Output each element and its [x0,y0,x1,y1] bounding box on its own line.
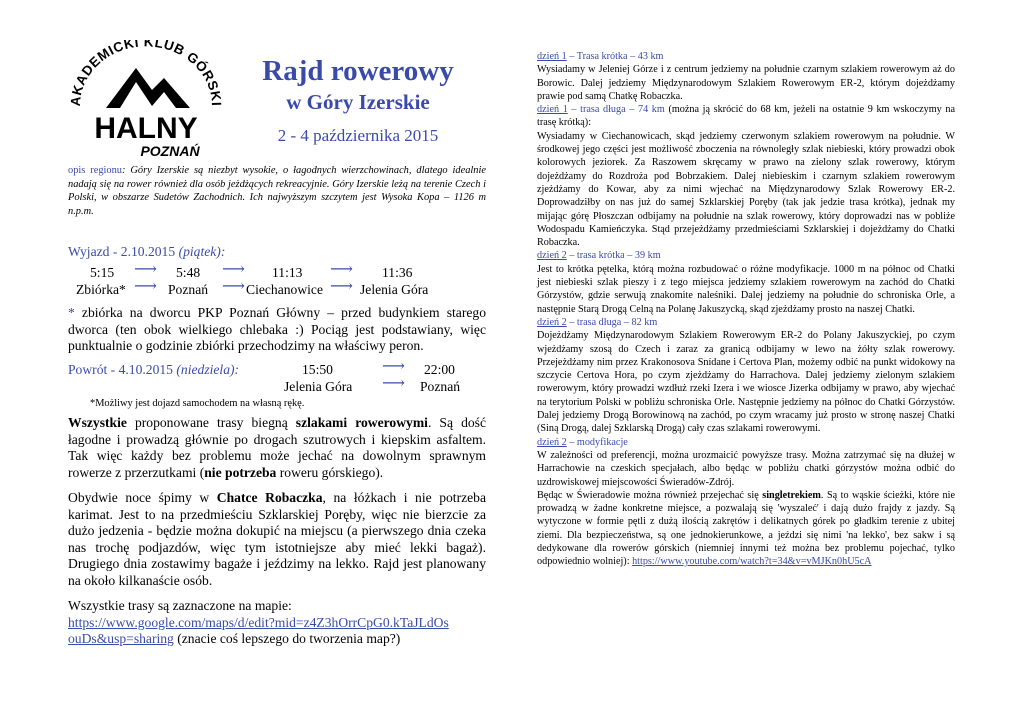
page-subtitle: w Góry Izerskie [286,90,430,114]
car-note: *Możliwy jest dojazd samochodem na własną rękę. [90,398,305,409]
return-time: 22:00 [424,362,455,377]
map-text: Wszystkie trasy są zaznaczone na mapie: [68,598,292,613]
routes-bold-2: szlakami rowerowymi [295,415,428,430]
route-title: – trasa długa – 74 km [567,104,665,116]
day2-long-heading [537,316,955,329]
departure-schedule [68,261,488,299]
map-paragraph [68,598,486,648]
route-descriptions [537,50,955,569]
title-block [248,54,468,156]
departure-heading [68,244,486,261]
arrow-icon: ⟶ [330,261,353,278]
accommodation-paragraph [68,490,486,590]
modifications-heading [537,436,955,449]
mountains-icon [106,68,190,108]
meeting-point-text: zbiórka na dworcu PKP Poznań Główny – przed budynkiem starego dworca (ten obok wielkiego chlebaka :) Pociąg jest podstawiany, więc punktualnie o godzinie zbiórki przechodzimy na właściwy peron. [68,305,486,354]
departure-time: 5:15 [90,265,115,280]
day-label: dzień 2 [537,316,567,328]
singletrack-text [537,489,955,569]
singletrack-text-1: Będąc w Świeradowie można również przejechać się [537,489,763,501]
return-place: Poznań [420,379,461,394]
departure-label: Wyjazd [68,244,110,259]
meeting-point-note [68,305,486,355]
arrow-icon: ⟶ [382,375,405,392]
return-place: Jelenia Góra [284,379,353,394]
arrow-icon: ⟶ [382,358,405,375]
return-label: Powrót [68,362,108,377]
map-link-part-2: ouDs&usp=sharing [68,631,174,647]
route-title: – modyfikacje [566,436,628,448]
day1-short-heading [537,50,955,63]
departure-place: Zbiórka* [76,282,126,297]
singletrack-bold: singletrekiem [762,489,821,501]
routes-text-1: proponowane trasy biegną [126,415,296,430]
logo-arc-text: AKADEMICKI KLUB GÓRSKI [67,40,225,107]
arrow-icon: ⟶ [222,261,245,278]
routes-bold-3: nie potrzeba [204,464,277,480]
return-day: (niedziela): [176,362,240,377]
routes-text-3: roweru górskiego). [276,464,384,480]
modifications-text: W zależności od preferencji, można urozmaicić powyższe trasy. Można zatrzymać się na dłużej w Harrachowie na czeskich specjałach, albo będąc w pobliżu chatki górzystów można odbić do uzdrowiskowej miejscowości Świeradów-Zdrój. [537,449,955,488]
arrow-icon: ⟶ [330,278,353,295]
routes-text-2: . Są dość łagodne i prowadzą głównie po drogach szutrowych i kiepskim asfaltem. Tak więc każdy bez problemu może jechać na dowolnym sprawnym rowerze z przerzutkami ( [68,415,486,480]
asterisk: * [68,305,75,320]
departure-time: 11:13 [272,265,303,280]
singletrack-text-2: . Są to wąskie ścieżki, które nie prowadzą w żadne konkretne miejsce, a pozwalają się 'wyszaleć' i dają dużo frajdy z jazdy. Są wytyczone w formie pętli z dużą ilością zakrętów i delikatnych górek po gładkim terenie z ubitej ziemi. Dla bezpieczeństwa, są one jednokierunkowe, a jeździ się nimi 'na lekko', bez sakw i są dedykowane dla rowerów górskich (niemniej innymi też można bez problemu pojechać, tylko odpowiednio wolniej): [537,489,955,568]
departure-time: 11:36 [382,265,413,280]
departure-place: Poznań [168,282,209,297]
map-link-part-1: https://www.google.com/maps/d/edit?mid=z4Z3hOrrCpG0.kTaJLdOs [68,614,449,630]
day2-short-text: Jest to krótka pętelka, którą można rozbudować o różne modyfikacje. 1000 m na północ od Chatki jest niebieski szlak pieszy i z tego miejsca jedziemy szlakiem rowerowym na zachód do Chatki Górzystów, gdzie serwują znakomite naleśniki. Dalej jedziemy na południe do schroniska Orle, a następnie Starą Drogą Celną na Polanę Jakuszycką, skąd zjeżdżamy prosto na naszej Chatki. [537,263,955,315]
day-label: dzień 2 [537,250,567,262]
accommodation-text-1: Obydwie noce śpimy w [68,490,217,505]
event-date: 2 - 4 października 2015 [277,126,439,145]
departure-place: Ciechanowice [246,282,323,297]
day1-short-text: Wysiadamy w Jeleniej Górze i z centrum jedziemy na południe czarnym szlakiem rowerowym aż do Borowic. Dalej jedziemy Międzynarodowym Szlakiem Rowerowym ER-2, którym dojeżdżamy prawie pod samą Chatkę Robaczka. [537,64,955,102]
logo-city: POZNAŃ [140,143,200,159]
day1-long-text: Wysiadamy w Ciechanowicach, skąd jedziemy czerwonym szlakiem rowerowym na południe. W środkowej jego części jest możliwość zboczenia na równoległy szlak niebieski, który prowadzi obok kolorowych jeziorek. Za Raszowem skręcamy w prawo na zielony szlak rowerowy, którym dojeżdżamy do Rozdroża pod Bobrzakiem. Dalej niebieskim i czarnym szlakiem rowerowym zjeżdżamy do Kowar, aby za nimi wjechać na Międzynarodowy Szlak Rowerowy ER-2. Doprowadziłby on nas już do samej Szklarskiej Poręby (tak jak jedzie trasa krótka), jednak my mijając górę Płoszczan odbijamy na południe na szlak rowerowy, który doprowadzi nas w pobliże Wodospadu Kamieńczyka. Stąd przejeżdżamy przedmieściami Szklarskiej i dojeżdżamy do Chatki Robaczka. [537,130,955,249]
day2-short-heading [537,249,955,262]
departure-time: 5:48 [176,265,201,280]
region-label: opis regionu [68,165,123,176]
departure-date: - 2.10.2015 [109,244,179,259]
arrow-icon: ⟶ [222,278,245,295]
arrow-icon: ⟶ [134,261,157,278]
youtube-link[interactable]: https://www.youtube.com/watch?t=34&v=vMJKn0hU5cA [632,556,872,568]
accommodation-bold: Chatce Robaczka [216,490,323,505]
map-after-text: (znacie coś lepszego do tworzenia map?) [173,631,401,647]
club-logo [66,40,226,160]
page-title: Rajd rowerowy [262,55,454,87]
routes-paragraph [68,415,486,481]
region-text: : Góry Izerskie są niezbyt wysokie, o łagodnych wierzchowinach, dlatego idealnie nadają się na rower również dla osób jeżdżących rekreacyjnie. Góry Izerskie leżą na terenie Czech i Polski, w obszarze Sudetów Zachodnich. Ich najwyższym szczytem jest Wysoka Kopa – 1126 m n.p.m. [68,165,486,217]
route-title: – trasa długa – 82 km [566,316,658,328]
departure-day: (piątek): [178,244,226,259]
routes-bold-1: Wszystkie [68,415,127,430]
route-title: – Trasa krótka – 43 km [566,51,664,62]
day-label: dzień 1 [537,51,567,62]
day2-long-text: Dojeżdżamy Międzynarodowym Szlakiem Rowerowym ER-2 do Polany Jakuszyckiej, po czym wjeżdżamy szosą do Czech i zaraz za granicą odbijamy w lewo na żółty szlak rowerowy. Przejeżdżamy nim przez Krakonosova Snídane i Certova Plan, możemy odbić na punkt widokowy na szczycie Certova Hora, po czym zjeżdżamy do Harrachova. Dalej jedziemy zielonym szlakiem rowerowym, który prowadzi wzdłuż rzeki Izera i we wiosce Jizerka odbijamy w prawo, aby wjechać na terytorium Polski w pobliżu schroniska Orle. Następnie jedziemy na północ do Chatki Górzystów. Dalej jedziemy Drogą Borowinową na zachód, po czym wracamy już prosto w stronę naszej Chatki (Siną Drogą, dalej Szklarską Drogą) cały czas szlakami rowerowymi. [537,330,955,435]
accommodation-text-2: , na łóżkach i nie potrzeba karimat. Jest to na przedmieściu Szklarskiej Poręby, więc nie bierzcie za dużo jedzenia - będzie można dokupić na miejscu (a pierwszego dnia czeka nas trochę podjazdów, więc tym istotniejsze aby mieć lekki bagaż). Drugiego dnia zostawimy bagaże i jeździmy na lekko. Rajd jest planowany na około kilkanaście osób. [68,490,487,588]
day-label: dzień 1 [537,104,568,116]
return-time: 15:50 [302,362,333,377]
arrow-icon: ⟶ [134,278,157,295]
day1-long-heading [537,103,955,130]
logo-name: HALNY [94,112,198,145]
club-logo-graphic [66,40,226,160]
route-title: – trasa krótka – 39 km [566,250,661,262]
day-label: dzień 2 [537,436,567,448]
route-note: (można ją skrócić do 68 km, jeżeli na ostatnie 9 km wskoczymy na trasę krótką): [537,104,956,129]
departure-place: Jelenia Góra [360,282,429,297]
region-description [68,164,486,218]
return-date: - 4.10.2015 [107,362,177,377]
return-schedule [68,358,488,396]
